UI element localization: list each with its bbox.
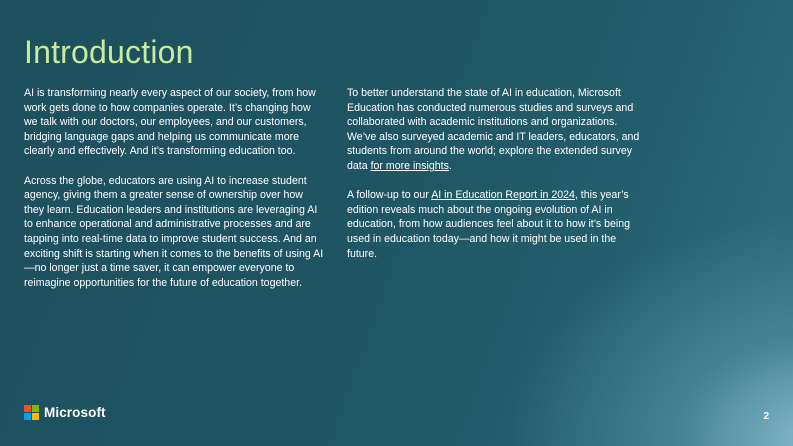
paragraph-text: , this year’s edition reveals much about the ongoing evolution of AI in education, from how audiences feel about it to how it’s being used in education today—and how it might be used in the future.: [347, 189, 631, 260]
paragraph-text: .: [448, 159, 452, 172]
logo-square-yellow: [32, 413, 39, 420]
intro-paragraph-2: Across the globe, educators are using AI to increase student agency, giving them a greater sense of ownership over how they learn. Education leaders and institutions are leveraging AI to enhance operational and administrative processes and are tapping into real-time data to improve student success. And an exciting shift is starting when it comes to the benefits of using AI—no longer just a time saver, it can empower everyone to reimagine opportunities for the future of education together.: [24, 174, 324, 289]
logo-square-blue: [24, 413, 31, 420]
logo-square-green: [32, 405, 39, 412]
right-column: [347, 86, 647, 276]
page-title: Introduction: [24, 34, 194, 70]
microsoft-logo-text: Microsoft: [44, 405, 106, 420]
page-number: 2: [763, 411, 769, 422]
microsoft-logo: [24, 405, 106, 420]
intro-paragraph-3: [347, 86, 647, 174]
intro-paragraph-4: [347, 188, 647, 261]
intro-paragraph-1: AI is transforming nearly every aspect of our society, from how work gets done to how companies operate. It’s changing how we talk with our doctors, our employees, and our customers, bridging language gaps and helping us communicate more clearly and effectively. And it’s transforming education too.: [24, 87, 316, 158]
paragraph-text: A follow-up to our: [347, 189, 432, 202]
more-insights-link[interactable]: for more insights: [370, 159, 449, 172]
paragraph-text: To better understand the state of AI in education, Microsoft Education has conducted numerous studies and surveys and collaborated with academic institutions and organizations. We’ve also surveyed academic and IT leaders, educators, and students from around the world; explore the extended survey data: [347, 87, 640, 172]
logo-square-red: [24, 405, 31, 412]
microsoft-logo-icon: [24, 405, 39, 420]
left-column: [24, 86, 324, 305]
ai-education-report-link[interactable]: AI in Education Report in 2024: [431, 189, 575, 202]
